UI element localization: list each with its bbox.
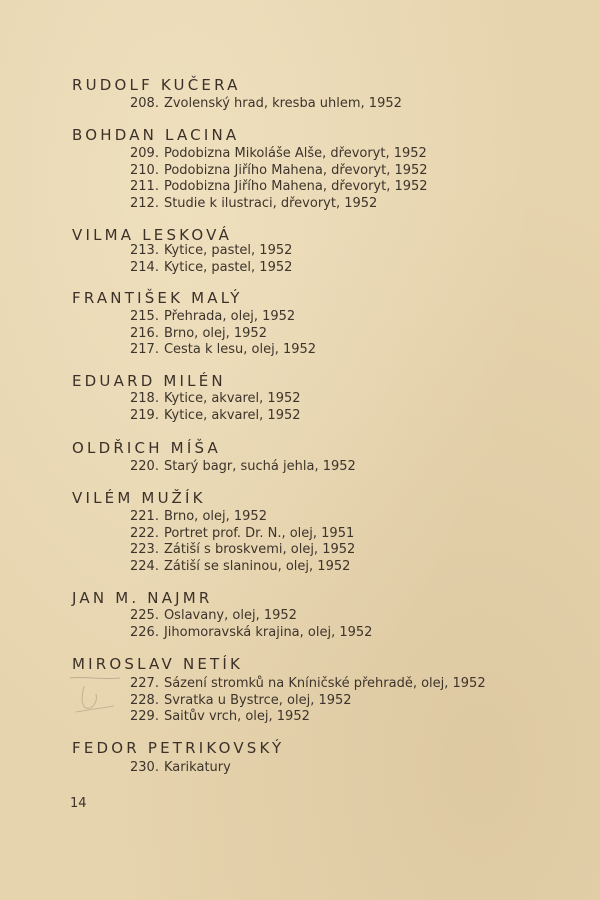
works-list [130,96,402,113]
artist-name: FEDOR PETRIKOVSKÝ [72,739,285,757]
work-entry: 213. Kytice, pastel, 1952 [130,243,293,258]
work-entry: 218. Kytice, akvarel, 1952 [130,391,301,406]
work-entry: 216. Brno, olej, 1952 [130,325,267,341]
works-list [130,243,292,276]
works-list [130,760,231,777]
work-entry: 228. Svratka u Bystrce, olej, 1952 [130,692,352,708]
works-list [130,146,428,212]
artist-name: FRANTIŠEK MALÝ [72,289,243,307]
work-entry: 212. Studie k ilustraci, dřevoryt, 1952 [130,195,378,211]
work-entry: 224. Zátiší se slaninou, olej, 1952 [130,558,351,574]
work-entry: 215. Přehrada, olej, 1952 [130,309,296,324]
works-list [130,509,355,575]
works-list [130,309,316,359]
works-list [130,459,356,476]
work-entry: 227. Sázení stromků na Kníničské přehradě, olej, 1952 [130,676,486,691]
work-entry: 210. Podobizna Jiřího Mahena, dřevoryt, 1952 [130,162,428,178]
artist-name: RUDOLF KUČERA [72,76,241,94]
artist-name: MIROSLAV NETÍK [72,655,244,673]
work-entry: 230. Karikatury [130,760,231,775]
artist-name: OLDŘICH MÍŠA [72,439,221,457]
artist-name: EDUARD MILÉN [72,372,226,390]
works-list [130,676,486,726]
artist-name: VILÉM MUŽÍK [72,489,206,507]
work-entry: 229. Saitův vrch, olej, 1952 [130,709,310,724]
work-entry: 226. Jihomoravská krajina, olej, 1952 [130,624,373,640]
work-entry: 220. Starý bagr, suchá jehla, 1952 [130,459,356,474]
artist-name: JAN M. NAJMR [72,589,213,607]
works-list [130,391,301,424]
work-entry: 225. Oslavany, olej, 1952 [130,608,297,623]
page-number: 14 [70,796,87,811]
work-entry: 217. Cesta k lesu, olej, 1952 [130,342,317,357]
work-entry: 214. Kytice, pastel, 1952 [130,259,293,275]
artist-name: BOHDAN LACINA [72,126,240,144]
work-entry: 208. Zvolenský hrad, kresba uhlem, 1952 [130,96,402,111]
works-list [130,608,372,641]
work-entry: 223. Zátiší s broskvemi, olej, 1952 [130,542,356,557]
pencil-mark [62,672,132,722]
work-entry: 221. Brno, olej, 1952 [130,509,267,524]
work-entry: 219. Kytice, akvarel, 1952 [130,407,301,423]
work-entry: 222. Portret prof. Dr. N., olej, 1951 [130,525,355,541]
work-entry: 211. Podobizna Jiřího Mahena, dřevoryt, 1952 [130,179,428,194]
work-entry: 209. Podobizna Mikoláše Alše, dřevoryt, 1952 [130,146,427,161]
artist-name: VILMA LESKOVÁ [72,226,233,244]
